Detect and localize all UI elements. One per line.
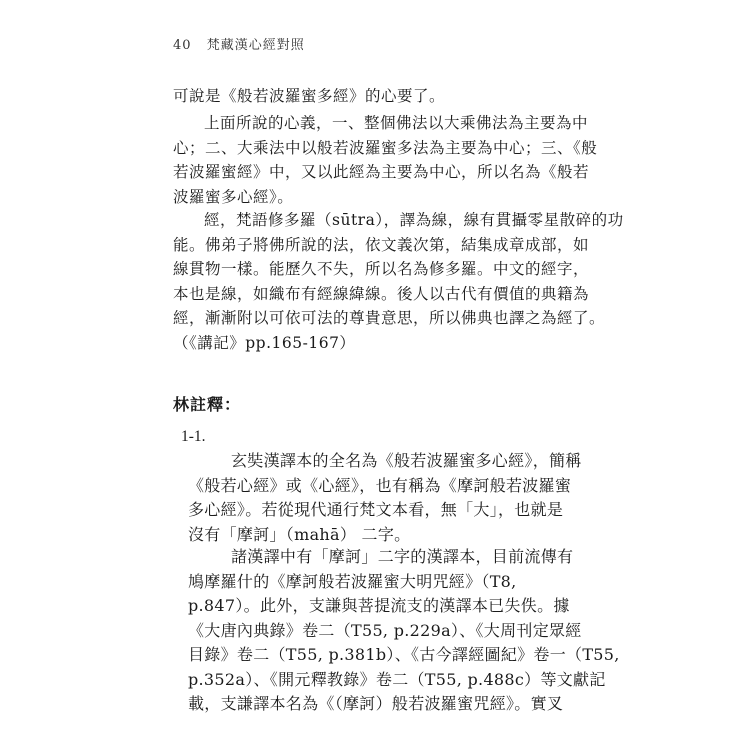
text-line: 線貫物一樣。能歷久不失，所以名為修多羅。中文的經字，	[173, 260, 590, 278]
text-line: 多心經》。若從現代通行梵文本看，無「大」，也就是	[188, 500, 564, 519]
text-line: 《般若心經》或《心經》，也有稱為《摩訶般若波羅蜜	[188, 475, 572, 495]
book-title: 梵藏漢心經對照	[206, 38, 305, 53]
page-number: 40	[173, 38, 192, 53]
text-line: 能。佛弟子將佛所說的法，依文義次第，結集成章成部，如	[173, 235, 590, 254]
text-line: p.847）。此外，支謙與菩提流支的漢譯本已失佚。據	[188, 596, 570, 615]
text-line: 鳩摩羅什的《摩訶般若波羅蜜大明咒經》（T8,	[188, 571, 517, 591]
text-line: 可說是《般若波羅蜜多經》的心要了。	[173, 87, 446, 105]
text-line: 載，支謙譯本名為《（摩訶）般若波羅蜜咒經》。實叉	[188, 694, 564, 713]
text-line: 經，漸漸附以可依可法的尊貴意思，所以佛典也譯之為經了。	[173, 309, 606, 327]
paragraph-3	[173, 208, 624, 355]
text-line: 目錄》卷二（T55, p.381b）、《古今譯經圖紀》卷一（T55,	[188, 645, 620, 664]
text-line: 經，梵語修多羅（sūtra），譯為線，線有貫攝零星散碎的功	[204, 211, 624, 229]
paragraph-1	[173, 84, 581, 109]
text-line: p.352a）、《開元釋教錄》卷二（T55, p.488c）等文獻記	[188, 669, 606, 689]
text-line: 玄奘漢譯本的全名為《般若波羅蜜多心經》，簡稱	[231, 451, 582, 470]
text-line: 《大唐內典錄》卷二（T55, p.229a）、《大周刊定眾經	[188, 620, 582, 640]
text-line: 若波羅蜜經》中，又以此經為主要為中心，所以名為《般若	[173, 163, 590, 181]
note-paragraph-2	[188, 545, 620, 717]
running-header	[173, 34, 305, 53]
text-line: 諸漢譯中有「摩訶」二字的漢譯本，目前流傳有	[231, 547, 574, 566]
paragraph-2	[173, 111, 598, 209]
text-line: 波羅蜜多心經》。	[173, 187, 294, 206]
note-paragraph-1	[188, 449, 580, 547]
text-line: 心；二、大乘法中以般若波羅蜜多法為主要為中心；三、《般	[173, 138, 598, 157]
text-line: 沒有「摩訶」（mahā） 二字。	[188, 524, 411, 544]
section-heading: 林註釋：	[173, 395, 242, 414]
text-line: （《講記》pp.165-167）	[173, 333, 356, 352]
text-line: 上面所說的心義，一、整個佛法以大乘佛法為主要為中	[204, 114, 589, 132]
note-number: 1-1.	[181, 428, 206, 445]
text-line: 本也是線，如織布有經線緯線。後人以古代有價值的典籍為	[173, 284, 590, 303]
